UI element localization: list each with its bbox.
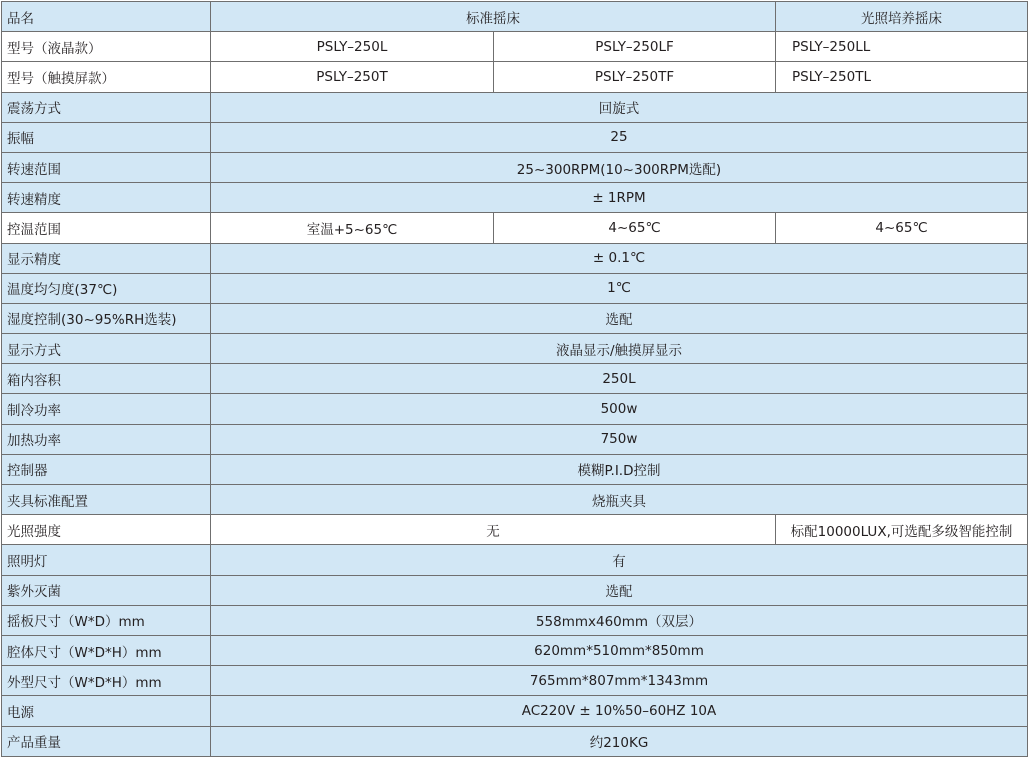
table-row	[2, 213, 1028, 243]
table-row	[2, 545, 1028, 575]
row-label: 显示方式	[2, 334, 211, 364]
model-cell: PSLY–250LF	[494, 32, 776, 62]
model-cell: PSLY–250T	[211, 62, 494, 92]
row-label: 控制器	[2, 454, 211, 484]
row-label: 温度均匀度(37℃)	[2, 273, 211, 303]
table-row	[2, 364, 1028, 394]
row-value: 回旋式	[211, 92, 1028, 122]
table-row	[2, 666, 1028, 696]
row-value: 500w	[211, 394, 1028, 424]
table-row	[2, 32, 1028, 62]
row-value: 选配	[211, 575, 1028, 605]
table-row	[2, 575, 1028, 605]
table-row	[2, 122, 1028, 152]
model-cell: PSLY–250LL	[776, 32, 1028, 62]
table-row	[2, 485, 1028, 515]
row-label: 产品重量	[2, 726, 211, 756]
row-value: 558mmx460mm（双层）	[211, 605, 1028, 635]
row-label: 箱内容积	[2, 364, 211, 394]
temp-range-cell: 4~65℃	[494, 213, 776, 243]
table-row	[2, 273, 1028, 303]
row-label: 光照强度	[2, 515, 211, 545]
table-row	[2, 696, 1028, 726]
light-option-cell: 标配10000LUX,可选配多级智能控制	[776, 515, 1028, 545]
row-value: 765mm*807mm*1343mm	[211, 666, 1028, 696]
row-value: ± 0.1℃	[211, 243, 1028, 273]
row-label: 加热功率	[2, 424, 211, 454]
row-label: 紫外灭菌	[2, 575, 211, 605]
table-row	[2, 454, 1028, 484]
model-cell: PSLY–250TF	[494, 62, 776, 92]
row-value: 模糊P.I.D控制	[211, 454, 1028, 484]
row-value: 约210KG	[211, 726, 1028, 756]
row-value: 620mm*510mm*850mm	[211, 635, 1028, 665]
row-label: 电源	[2, 696, 211, 726]
table-row	[2, 92, 1028, 122]
table-row	[2, 726, 1028, 756]
row-label: 照明灯	[2, 545, 211, 575]
row-label: 制冷功率	[2, 394, 211, 424]
table-row	[2, 152, 1028, 182]
model-cell: PSLY–250L	[211, 32, 494, 62]
row-label: 转速范围	[2, 152, 211, 182]
row-value: 烧瓶夹具	[211, 485, 1028, 515]
row-value: 有	[211, 545, 1028, 575]
table-row	[2, 424, 1028, 454]
temp-range-cell: 4~65℃	[776, 213, 1028, 243]
table-row	[2, 394, 1028, 424]
row-label: 振幅	[2, 122, 211, 152]
table-row	[2, 303, 1028, 333]
table-row	[2, 62, 1028, 92]
row-label: 夹具标准配置	[2, 485, 211, 515]
row-label: 显示精度	[2, 243, 211, 273]
table-row	[2, 334, 1028, 364]
table-row	[2, 183, 1028, 213]
row-value: AC220V ± 10%50–60HZ 10A	[211, 696, 1028, 726]
row-label: 型号（触摸屏款）	[2, 62, 211, 92]
header-standard-shaker: 标准摇床	[211, 2, 776, 32]
row-value: 250L	[211, 364, 1028, 394]
row-label: 腔体尺寸（W*D*H）mm	[2, 635, 211, 665]
row-label: 型号（液晶款）	[2, 32, 211, 62]
table-row	[2, 243, 1028, 273]
row-value: 液晶显示/触摸屏显示	[211, 334, 1028, 364]
row-label: 控温范围	[2, 213, 211, 243]
light-standard-cell: 无	[211, 515, 776, 545]
header-light-shaker: 光照培养摇床	[776, 2, 1028, 32]
row-value: 选配	[211, 303, 1028, 333]
row-value: 750w	[211, 424, 1028, 454]
row-value: ± 1RPM	[211, 183, 1028, 213]
row-label: 摇板尺寸（W*D）mm	[2, 605, 211, 635]
row-label: 外型尺寸（W*D*H）mm	[2, 666, 211, 696]
header-row	[2, 2, 1028, 32]
row-value: 1℃	[211, 273, 1028, 303]
model-cell: PSLY–250TL	[776, 62, 1028, 92]
row-label: 湿度控制(30~95%RH选装)	[2, 303, 211, 333]
table-row	[2, 515, 1028, 545]
temp-range-cell: 室温+5~65℃	[211, 213, 494, 243]
row-value: 25~300RPM(10~300RPM选配)	[211, 152, 1028, 182]
table-row	[2, 605, 1028, 635]
spec-table	[1, 1, 1028, 757]
table-row	[2, 635, 1028, 665]
row-label: 震荡方式	[2, 92, 211, 122]
row-value: 25	[211, 122, 1028, 152]
header-label: 品名	[2, 2, 211, 32]
row-label: 转速精度	[2, 183, 211, 213]
